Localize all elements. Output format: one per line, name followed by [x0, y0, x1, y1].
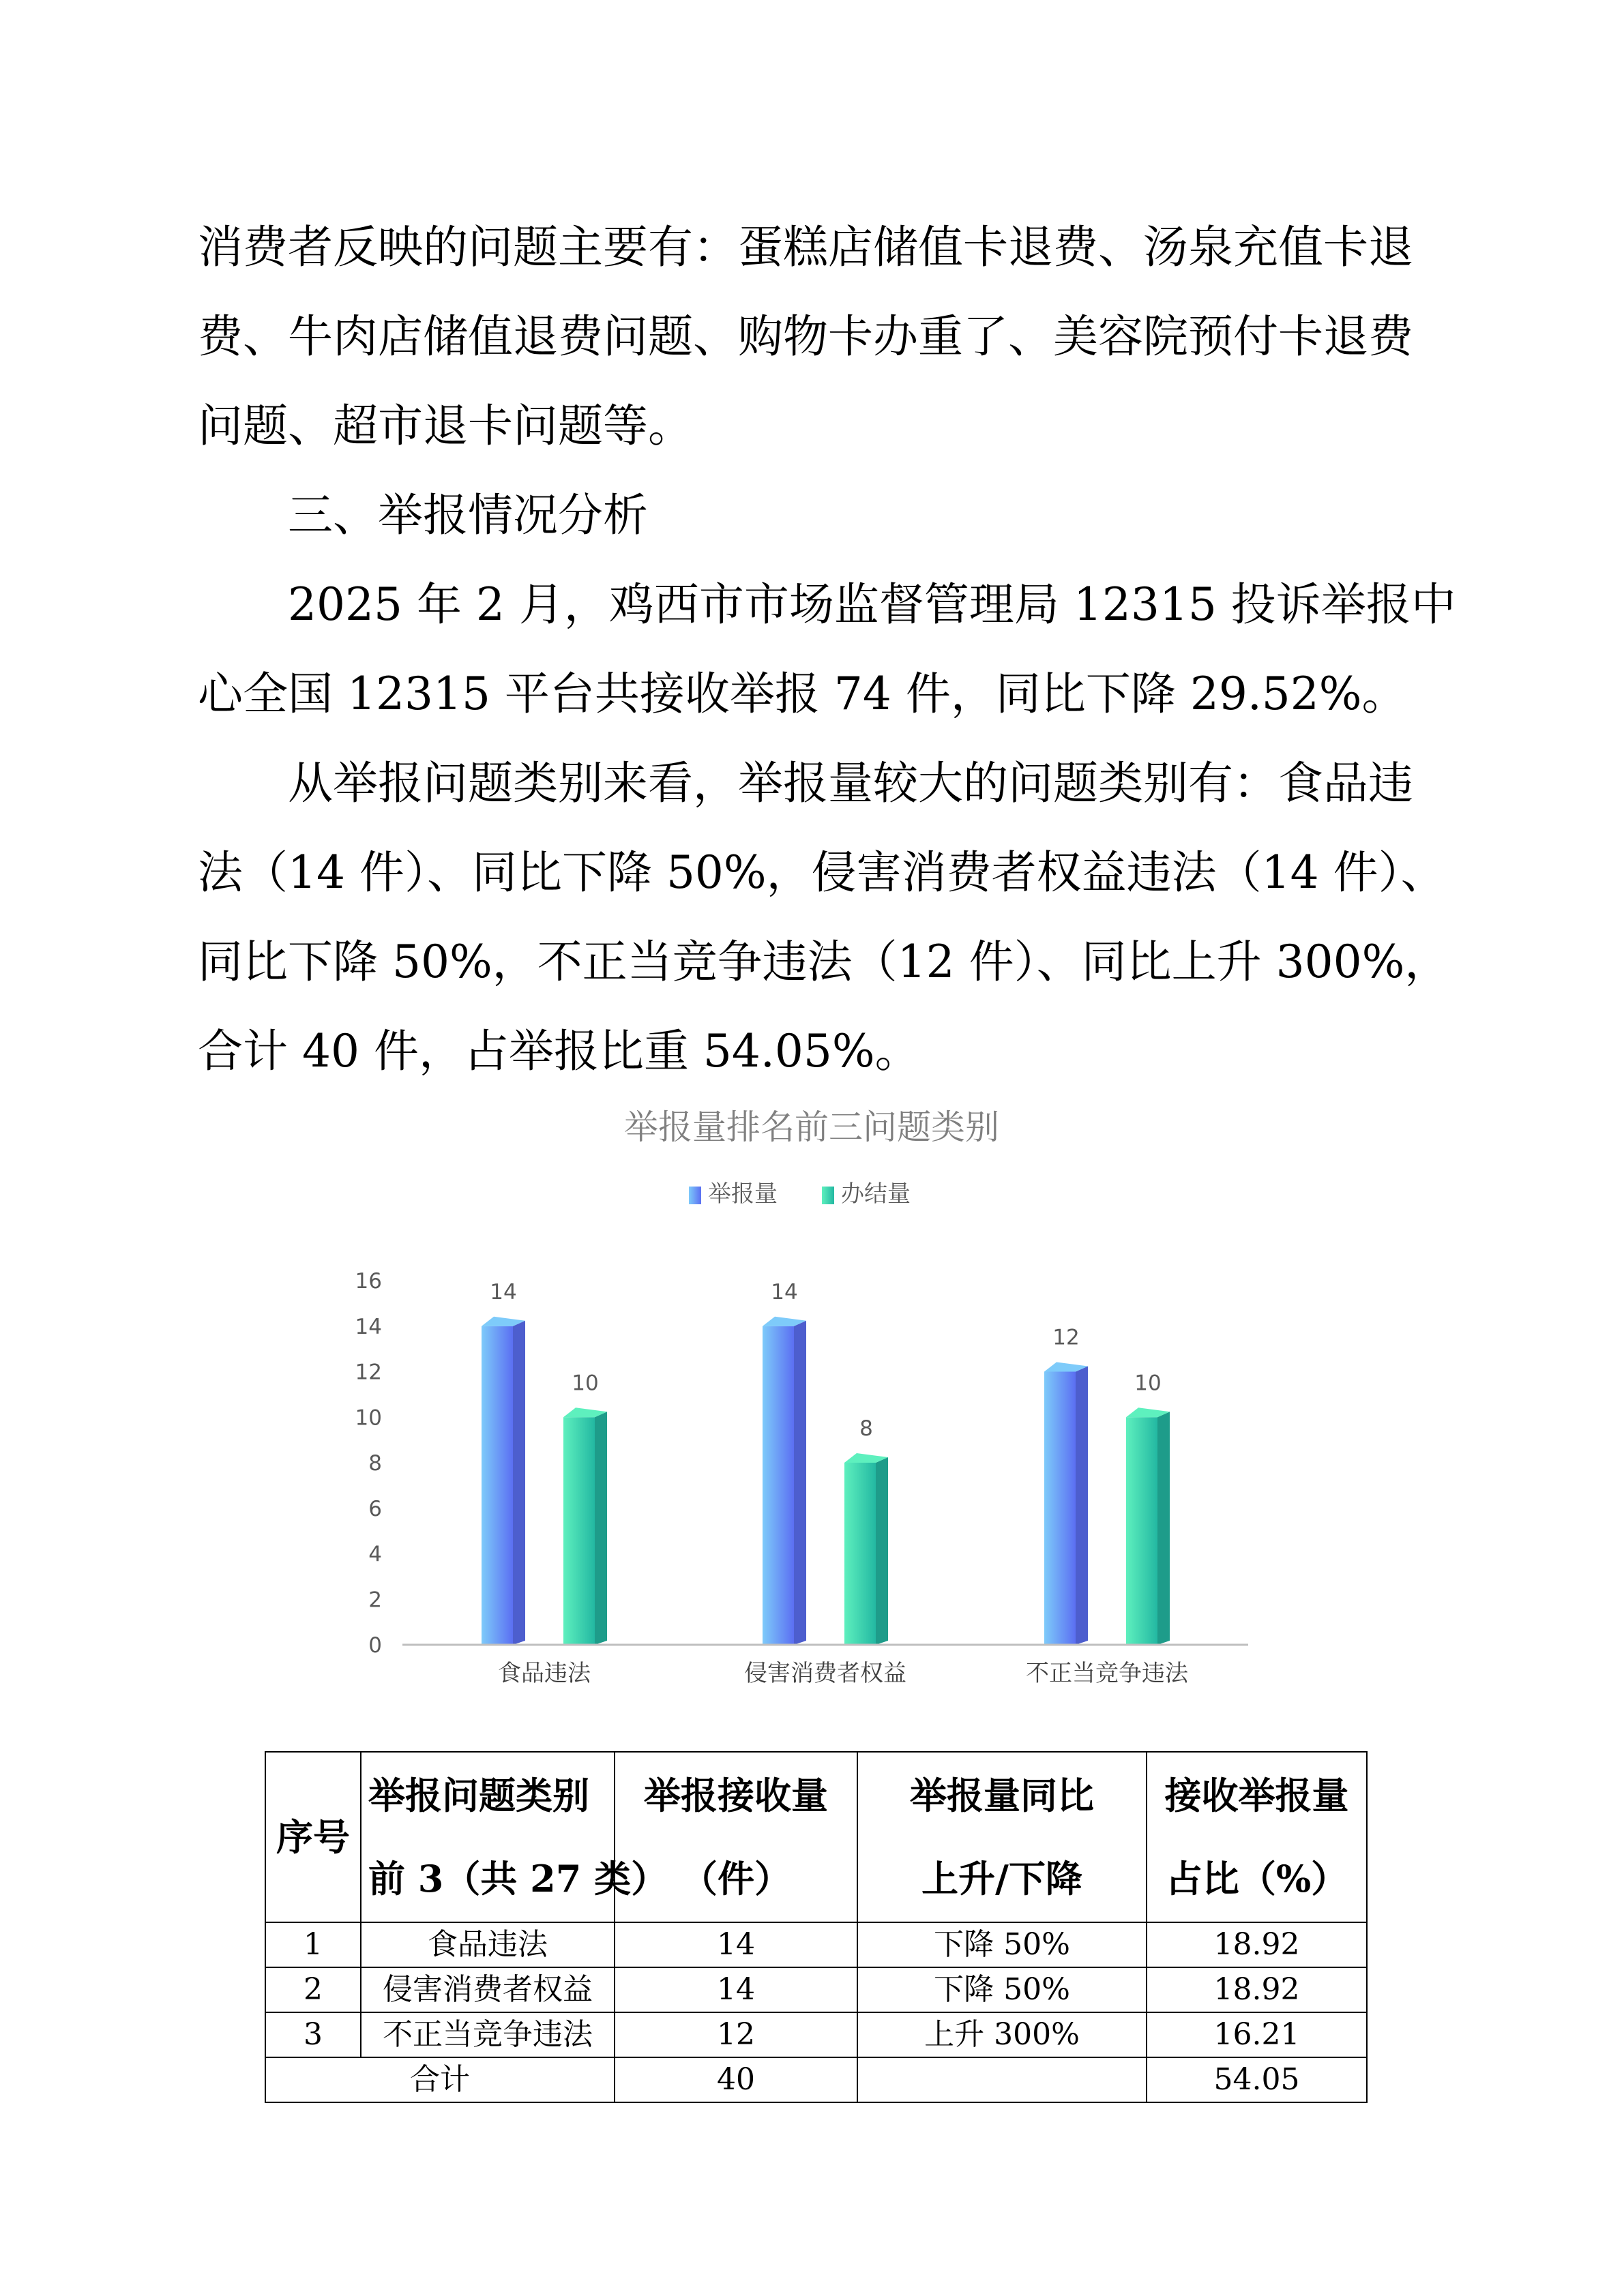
report-category-table: [265, 1751, 1368, 2103]
text-line: 消费者反映的问题主要有：蛋糕店储值卡退费、汤泉充值卡退: [198, 221, 1413, 273]
bar-front: [1126, 1417, 1157, 1645]
report-summary-paragraph: [198, 560, 1456, 739]
legend-swatch: [822, 1187, 834, 1204]
cell-share: 18.92: [1147, 1967, 1367, 2012]
table-total-row: [265, 2057, 1367, 2102]
bar: [1044, 1362, 1088, 1645]
cell-category: 食品违法: [361, 1922, 615, 1967]
legend-label: 举报量: [708, 1180, 778, 1208]
chart-legend: [689, 1180, 911, 1208]
text-line: 心全国 12315 平台共接收举报 74 件，同比下降 29.52%。: [198, 668, 1407, 720]
category-analysis-paragraph: [198, 739, 1450, 1096]
cell-total-count: 40: [615, 2057, 857, 2102]
text-line: 法（14 件）、同比下降 50%，侵害消费者权益违法（14 件）、: [198, 846, 1446, 899]
y-tick-label: 0: [368, 1633, 382, 1658]
bar-side: [595, 1412, 607, 1645]
table-row: [265, 1922, 1367, 1967]
bar-side: [513, 1321, 525, 1645]
cell-share: 16.21: [1147, 2012, 1367, 2057]
text-line: 合计 40 件，占举报比重 54.05%。: [198, 1025, 920, 1077]
x-tick-label: 食品违法: [498, 1660, 591, 1687]
cell-index: 1: [265, 1922, 361, 1967]
y-tick-label: 14: [355, 1314, 382, 1339]
text-line: 问题、超市退卡问题等。: [198, 400, 693, 452]
bar: [844, 1453, 888, 1645]
text-line: 从举报问题类别来看，举报量较大的问题类别有：食品违: [288, 757, 1413, 809]
cell-index: 3: [265, 2012, 361, 2057]
cell-category: 侵害消费者权益: [361, 1967, 615, 2012]
cell-total-yoy: [857, 2057, 1147, 2102]
cell-count: 14: [615, 1922, 857, 1967]
y-axis: [355, 1269, 382, 1658]
bar-side: [794, 1321, 806, 1645]
bar-value-label: 8: [859, 1416, 873, 1441]
bar-value-label: 12: [1052, 1325, 1080, 1350]
bar: [482, 1317, 525, 1645]
header-index: 序号: [265, 1752, 361, 1922]
table-header-row: [265, 1752, 1367, 1922]
bar-value-label: 14: [490, 1279, 517, 1304]
text-line: 同比下降 50%，不正当竞争违法（12 件）、同比上升 300%，: [198, 936, 1450, 988]
header-count: 举报接收量 （件）: [615, 1752, 857, 1922]
cell-yoy: 下降 50%: [857, 1922, 1147, 1967]
y-tick-label: 10: [355, 1405, 382, 1431]
y-tick-label: 8: [368, 1451, 382, 1476]
header-share: 接收举报量 占比（%）: [1147, 1752, 1367, 1922]
cell-yoy: 下降 50%: [857, 1967, 1147, 2012]
bar-front: [763, 1326, 794, 1645]
bar: [1126, 1407, 1170, 1645]
text-line: 费、牛肉店储值退费问题、购物卡办重了、美容院预付卡退费: [198, 310, 1413, 363]
section-heading: 三、举报情况分析: [288, 489, 648, 541]
y-tick-label: 12: [355, 1360, 382, 1385]
cell-index: 2: [265, 1967, 361, 2012]
bar-value-label: 10: [1134, 1371, 1162, 1396]
bar-front: [1044, 1372, 1076, 1645]
bar-side: [1076, 1367, 1088, 1645]
cell-count: 12: [615, 2012, 857, 2057]
table-row: [265, 2012, 1367, 2057]
cell-total-share: 54.05: [1147, 2057, 1367, 2102]
bar-chart: [327, 1084, 1296, 1705]
cell-share: 18.92: [1147, 1922, 1367, 1967]
bar-front: [482, 1326, 513, 1645]
x-tick-label: 不正当竞争违法: [1026, 1660, 1188, 1687]
legend-label: 办结量: [841, 1180, 911, 1208]
intro-paragraph: [198, 203, 1426, 471]
bars: [482, 1280, 1170, 1645]
x-tick-label: 侵害消费者权益: [744, 1660, 906, 1687]
y-tick-label: 16: [355, 1269, 382, 1294]
y-tick-label: 4: [368, 1542, 382, 1567]
cell-category: 不正当竞争违法: [361, 2012, 615, 2057]
bar: [763, 1317, 806, 1645]
bar: [563, 1407, 607, 1645]
y-tick-label: 6: [368, 1496, 382, 1521]
bar-side: [1157, 1412, 1170, 1645]
cell-total-label: 合计: [265, 2057, 615, 2102]
bar-value-label: 10: [572, 1371, 599, 1396]
cell-yoy: 上升 300%: [857, 2012, 1147, 2057]
text-line: 2025 年 2 月，鸡西市市场监督管理局 12315 投诉举报中: [288, 578, 1456, 631]
chart-title: 举报量排名前三问题类别: [624, 1107, 999, 1147]
bar-value-label: 14: [771, 1279, 798, 1304]
bar-side: [876, 1457, 888, 1645]
bar-front: [844, 1463, 876, 1645]
legend-swatch: [689, 1187, 701, 1204]
header-category: 举报问题类别 前 3（共 27 类）: [361, 1752, 615, 1922]
y-tick-label: 2: [368, 1587, 382, 1613]
bar-front: [563, 1417, 595, 1645]
table-row: [265, 1967, 1367, 2012]
header-yoy: 举报量同比 上升/下降: [857, 1752, 1147, 1922]
x-axis: [498, 1660, 1189, 1687]
cell-count: 14: [615, 1967, 857, 2012]
